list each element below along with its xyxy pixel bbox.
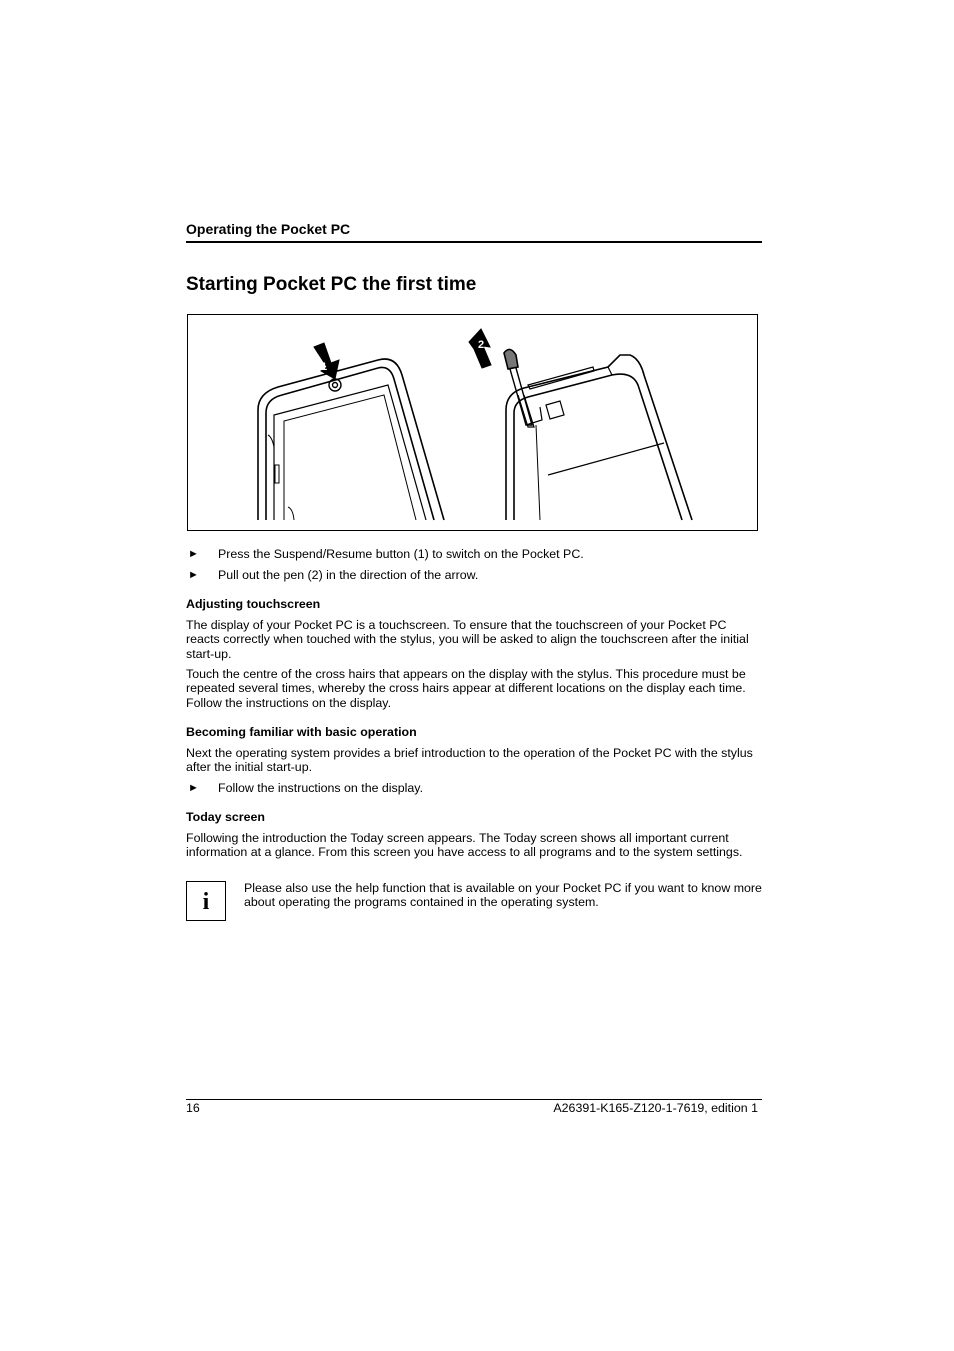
subheading-familiar: Becoming familiar with basic operation [186,725,417,739]
callout-1: 1 [321,361,328,373]
info-note: Please also use the help function that is available on your Pocket PC if you want to know more about operating the programs contained in the operating system. [244,881,762,910]
bullet-arrow-icon: ► [188,569,199,581]
pocket-pc-front-drawing [258,359,444,520]
info-icon [186,881,226,921]
step-text: Follow the instructions on the display. [218,781,424,795]
subheading-adjusting: Adjusting touchscreen [186,597,321,611]
info-letter: i [202,889,210,915]
step-text: Press the Suspend/Resume button (1) to switch on the Pocket PC. [218,547,584,561]
paragraph: Following the introduction the Today screen appears. The Today screen shows all important current information at a glance. From this screen you have access to all programs and to the system settings. [186,831,743,860]
callout-2: 2 [478,339,485,351]
document-id: A26391-K165-Z120-1-7619, edition 1 [553,1101,758,1115]
device-illustration [187,314,758,531]
page-number: 16 [186,1101,200,1115]
footer-rule [186,1099,762,1100]
header-rule [186,241,762,243]
pocket-pc-back-drawing [506,355,692,520]
subheading-today: Today screen [186,810,265,824]
bullet-arrow-icon: ► [188,548,199,560]
paragraph: Next the operating system provides a brief introduction to the operation of the Pocket PC with the stylus after the initial start-up. [186,746,753,775]
running-header: Operating the Pocket PC [186,221,351,237]
bullet-arrow-icon: ► [188,782,199,794]
step-text: Pull out the pen (2) in the direction of the arrow. [218,568,479,582]
section-heading: Starting Pocket PC the first time [186,274,477,295]
paragraph: Touch the centre of the cross hairs that appears on the display with the stylus. This procedure must be repeated several times, whereby the cross hairs appear at different locations on the display each time. Follow the instructions on the display. [186,667,746,710]
paragraph: The display of your Pocket PC is a touchscreen. To ensure that the touchscreen of your Pocket PC reacts correctly when touched with the stylus, you will be asked to align the touchscreen after the initial start-up. [186,618,749,661]
